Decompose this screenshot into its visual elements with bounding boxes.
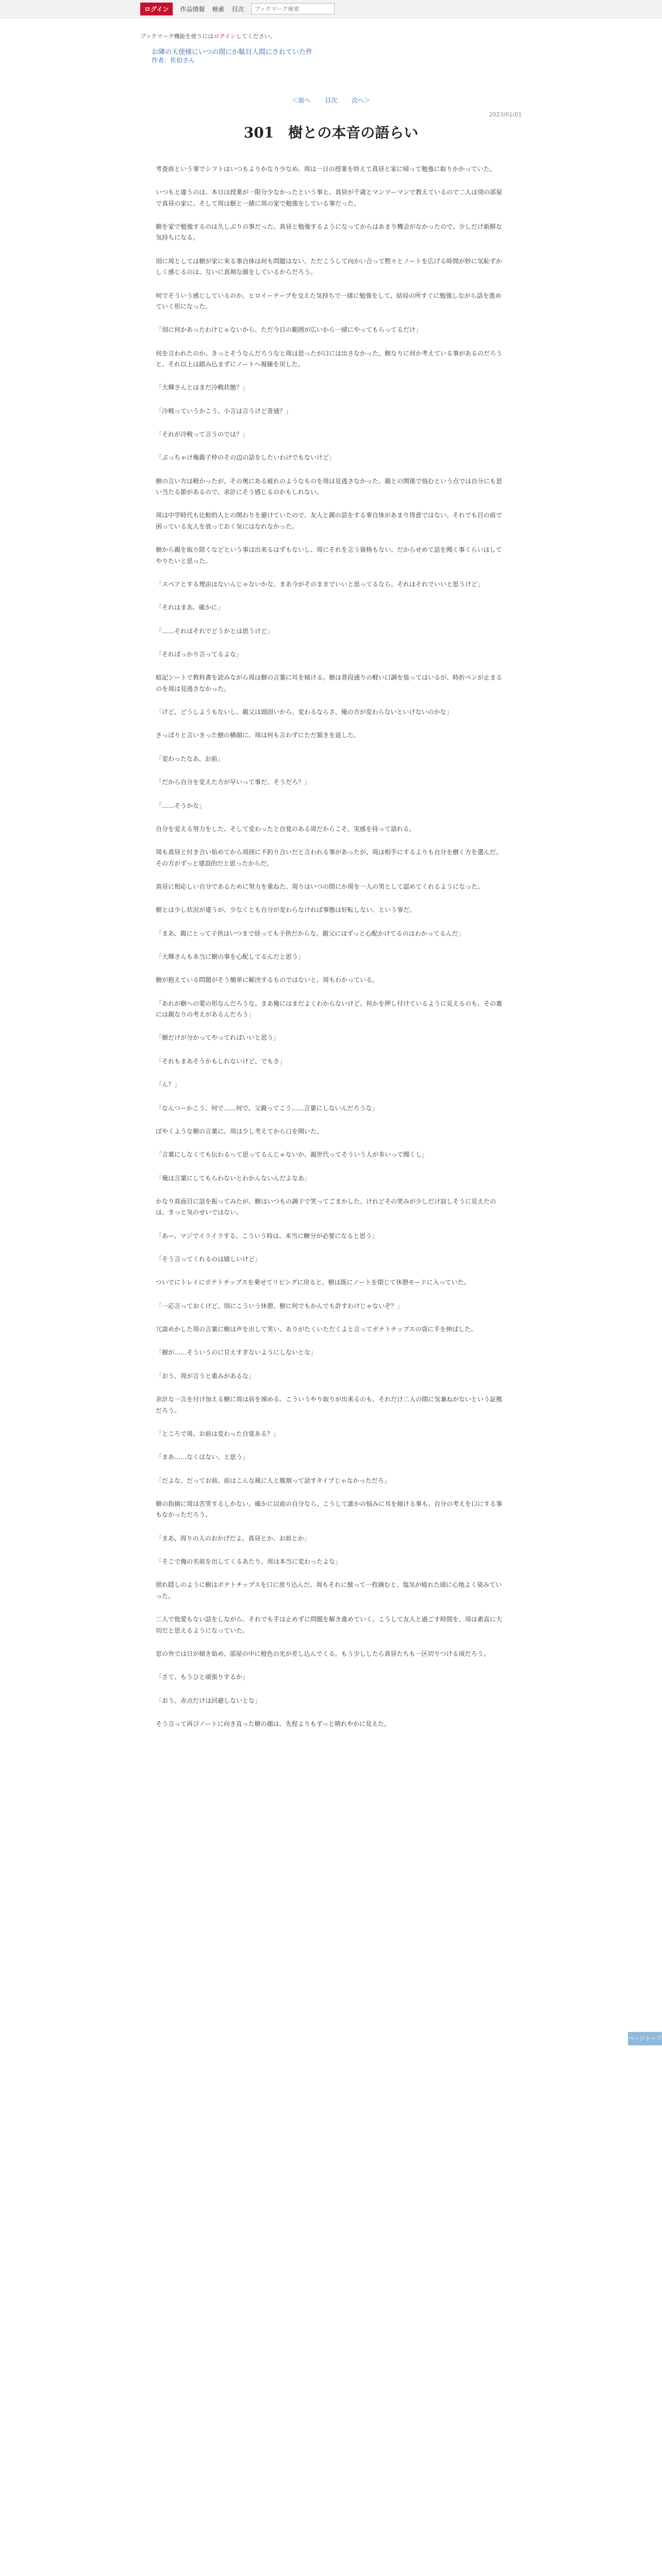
- toc-link[interactable]: 目次: [324, 97, 337, 104]
- paragraph: 「樹だけが分かってやってればいいと思う」: [156, 1034, 280, 1042]
- paragraph: 「そこで俺の名前を出してくるあたり、周は本当に変わったよな」: [156, 1558, 341, 1566]
- paragraph: 樹とは少し状況が違うが、少なくとも自分が変わらなければ事態は好転しない、という事だ。: [156, 906, 416, 914]
- paragraph: 「俺は言葉にしてもらわないとわかんないんだよなあ」: [156, 1174, 311, 1182]
- nav-link-search[interactable]: 検索: [212, 5, 225, 13]
- notice-text-after: してください。: [236, 33, 276, 40]
- prev-link[interactable]: ＜前へ: [292, 97, 311, 104]
- paragraph: 「冷戦っていうかこう、小言は言うけど普通？」: [156, 407, 292, 415]
- paragraph: 「それが冷戦って言うのでは？」: [156, 431, 249, 438]
- paragraph: 考査前という事でシフトはいつもよりかなり少なめ。周は一日の授業を終えて真昼と家に帰って勉強に取りかかっていた。: [156, 165, 496, 173]
- paragraph: 周は中学時代も比較的人との関わりを避けていたので、友人と親の話をする事自体があまり得意ではない。それでも目の前で困っている友人を放っておく気にはなれなかった。: [156, 512, 502, 530]
- pager-top: [0, 96, 662, 105]
- paragraph: 「ん？」: [156, 1081, 181, 1089]
- top-nav-bar: [0, 0, 662, 18]
- paragraph: 窓の外では日が傾き始め、部屋の中に橙色の光が差し込んでくる。もう少ししたら真昼たちも一区切りつける頃だろう。: [156, 1650, 490, 1657]
- paragraph: 「なんつーかこう、何で……何で、父親ってこう……言葉にしないんだろうな」: [156, 1104, 378, 1112]
- notice-login-link[interactable]: ログイン: [213, 33, 236, 40]
- paragraph: 「一応言っておくけど、別にこういう休憩、樹に何でもかんでも許すわけじゃないぞ？」: [156, 1302, 404, 1310]
- paragraph: 「だよな。だってお前、前はこんな風に人と腹割って話すタイプじゃなかっただろ」: [156, 1477, 390, 1484]
- paragraph: 冗談めかした周の言葉に樹は声を出して笑い、ありがたくいただくよと言ってポテトチップスの袋に手を伸ばした。: [156, 1326, 477, 1333]
- author-link[interactable]: 佐伯さん: [170, 57, 195, 64]
- paragraph: 自分を変える努力をした、そして変わったと自覚のある周だからこそ、実感を持って語れる。: [156, 825, 416, 833]
- paragraph: 「けど、どうしようもないし、親父は頭固いから。変わるならさ、俺の方が変わらないといけないのかな」: [156, 708, 453, 716]
- paragraph: 「それはまあ、確かに」: [156, 604, 224, 612]
- paragraph: 「……そうかな」: [156, 802, 206, 809]
- paragraph: 真昼に相応しい自分であるために努力を重ねた。周りはいつの間にか周を一人の男として認めてくれるようになった。: [156, 883, 484, 890]
- nav-link-toc[interactable]: 目次: [231, 5, 244, 13]
- paragraph: 樹の指摘に周は苦笑するしかない。確かに以前の自分なら、こうして誰かの悩みに耳を傾ける事も、自分の考えを口にする事もなかっただろう。: [156, 1500, 503, 1519]
- paragraph: 「そればっかり言ってるよな」: [156, 650, 243, 658]
- paragraph: ついでにトレイにポテトチップスを乗せてリビングに戻ると、樹は既にノートを閉じて休憩モードに入っていた。: [156, 1279, 470, 1286]
- paragraph: 別に周としては樹が家に来る事自体は何も問題はない。ただこうして向かい合って黙々とノートを広げる時間が妙に気恥ずかしく感じるのは、互いに真剣な顔をしているからだろう。: [156, 257, 502, 276]
- paragraph: 「おう、周が言うと重みがあるな」: [156, 1372, 255, 1380]
- paragraph: 樹を家で勉強するのは久しぶりの事だった。真昼と勉強するようになってからはあまり機会がなかったので、少しだけ新鮮な気持ちになる。: [156, 223, 502, 242]
- paragraph: 「まあ、親にとって子供はいつまで経っても子供だからな。親父にはずっと心配かけてるのはわかってるんだ」: [156, 929, 465, 937]
- paragraph: 余計な一言を付け加える樹に周は肩を竦める。こういうやり取りが出来るのも、それだけ二人の間に気兼ねがないという証拠だろう。: [156, 1396, 503, 1414]
- paragraph: 「変わったなあ、お前」: [156, 755, 224, 762]
- paragraph: 「それもまあそうかもしれないけど、でもさ」: [156, 1057, 286, 1065]
- chapter-date: 2023/01/01: [489, 111, 522, 118]
- paragraph: 「だから自分を変えた方が早いって事だ、そうだろ？」: [156, 778, 311, 786]
- notice-text-before: ブックマーク機能を使うには: [140, 33, 214, 40]
- paragraph: 樹の言い方は軽かったが、その奥にある疲れのようなものを周は見逃さなかった。親との関係で悩むという点では自分にも思い当たる節があるので、余計にそう感じるのかもしれない。: [156, 477, 503, 496]
- paragraph: 「言葉にしなくても伝わるって思ってるんじゃないか。親世代ってそういう人が多いって聞くし」: [156, 1151, 428, 1159]
- paragraph: 「樹が……そういうのに甘えすぎないようにしないとな」: [156, 1349, 317, 1357]
- nav-link-work-info[interactable]: 作品情報: [180, 5, 205, 13]
- paragraph: 「ぶっちゃけ俺親子仲のその辺の話をしたいわけでもないけど」: [156, 454, 336, 462]
- chapter-body: [156, 164, 506, 2576]
- chapter-title: 301 樹との本音の語らい: [243, 124, 419, 141]
- paragraph: 樹から親を取り除くなどという事は出来るはずもないし、周にそれを言う資格もない。だからせめて話を聞く事くらいはしてやりたいと思った。: [156, 546, 502, 565]
- paragraph: 樹が抱えている問題がそう簡単に解決するものではないと、周もわかっている。: [156, 976, 379, 984]
- paragraph: 「まあ……なくはない、と思う」: [156, 1453, 249, 1461]
- paragraph: 「別に何かあったわけじゃないから、ただ今日の範囲が広いから一緒にやってもらってるだけ」: [156, 326, 422, 334]
- paragraph: 「あれが樹への愛の形なんだろうな。まあ俺にはまだよくわからないけど、何かを押し付けているように見えるのも、その裏には親なりの考えがあるんだろう」: [156, 999, 503, 1019]
- bookmark-search-input[interactable]: [251, 3, 335, 14]
- author-line: [152, 56, 195, 64]
- paragraph: 二人で他愛もない話をしながら、それでも手は止めずに問題を解き進めていく。こうして友人と過ごす時間を、周は素直に大切だと思えるようになっていた。: [156, 1616, 502, 1634]
- paragraph: 「おう。赤点だけは回避しないとな」: [156, 1697, 261, 1704]
- author-label: 作者：: [152, 57, 171, 64]
- next-link[interactable]: 次へ＞: [351, 97, 370, 104]
- paragraph: 「大輝さんとはまだ冷戦状態？」: [156, 384, 249, 392]
- paragraph: 「あー、マジでイライラする。こういう時は、本当に糖分が必要になると思う」: [156, 1232, 378, 1240]
- paragraph: 周も真昼と付き合い始めてから周囲に不釣り合いだと言われる事があったが、周は相手にするよりも自分を磨く方を選んだ。その方がずっと建設的だと思ったからだ。: [156, 849, 502, 867]
- paragraph: 「さて、もうひと頑張りするか」: [156, 1673, 249, 1681]
- paragraph: ぼやくような樹の言葉に、周は少し考えてから口を開いた。: [156, 1127, 323, 1135]
- work-title-link[interactable]: お隣の天使様にいつの間にか駄目人間にされていた件: [152, 48, 313, 56]
- paragraph: 「まあ、周りの人のおかげだよ。真昼とか、お前とか」: [156, 1534, 310, 1542]
- paragraph: 照れ隠しのように樹はポテトチップスを口に放り込んだ。周もそれに倣って一枚摘むと、塩気が疲れた頭に心地よく染みていった。: [156, 1581, 502, 1600]
- login-button[interactable]: ログイン: [140, 3, 173, 15]
- paragraph: いつもと違うのは、本日は授業が一限分少なかったという事と、真昼が千歳とマンツーマンで教えているので二人は別の部屋で真昼の家に、そして周は樹と一緒に周の家で勉強をしている事だった。: [156, 189, 503, 207]
- paragraph: 何でそういう感じしているのか、ヒロイーテープを交えた気持ちで一緒に勉強をして、結局の所すぐに勉強しながら話を進めていく形になった。: [156, 292, 502, 310]
- paragraph: そう言って再びノートに向き直った樹の顔は、先程よりもずっと晴れやかに見えた。: [156, 1720, 390, 1727]
- paragraph: 「大輝さんも本当に樹の事を心配してるんだと思う」: [156, 953, 305, 961]
- paragraph: 何を言われたのか、きっとそうなんだろうなと周は思ったが口には出さなかった。樹なりに何か考えている事があるのだろうと、それ以上は踏み込まずにノートへ視線を戻した。: [156, 349, 503, 368]
- paragraph: 「……それはそれでどうかとは思うけど」: [156, 627, 274, 635]
- paragraph: 「ところで周、お前は変わった自覚ある？」: [156, 1430, 279, 1437]
- paragraph: かなり真面目に話を振ってみたが、樹はいつもの調子で笑ってごまかした。けれどその笑みが少しだけ寂しそうに見えたのは、きっと気のせいではない。: [156, 1197, 496, 1216]
- login-notice: [140, 32, 276, 40]
- paragraph: 「スペアとする理由はないんじゃないかな。まあ今がそのままでいいと思ってるなら、それはそれでいいと思うけど」: [156, 580, 484, 588]
- paragraph: 暗記シートで教科書を読みながら周は樹の言葉に耳を傾ける。樹は普段通りの軽い口調を装ってはいるが、時折ペンが止まるのを周は見逃さなかった。: [156, 674, 503, 692]
- paragraph: 「そう言ってくれるのは嬉しいけど」: [156, 1256, 261, 1263]
- page-top-button[interactable]: ページトップへ: [628, 2032, 662, 2045]
- paragraph: さっぱりと言いきった樹の横顔に、周は何も言わずにただ頷きを返した。: [156, 732, 360, 739]
